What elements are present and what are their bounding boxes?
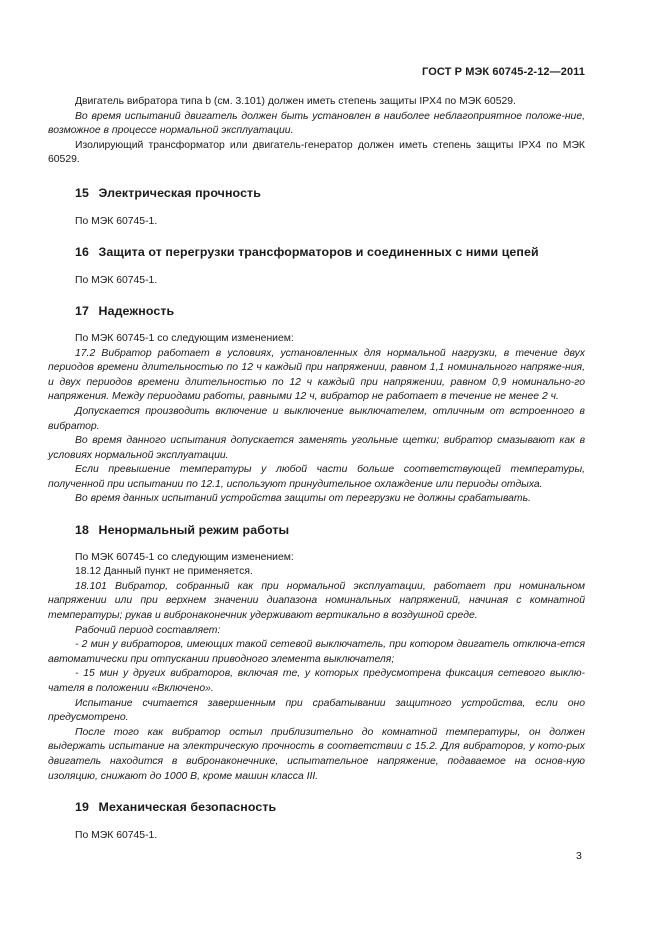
section-title: Надежность [98,304,175,319]
paragraph: Рабочий период составляет: [75,624,221,636]
section-number: 15 [75,185,89,200]
section-heading-15 [48,186,585,201]
section-number: 16 [75,245,89,260]
paragraph: 17.2 Вибратор работает в условиях, установленных для нормальной нагрузки, в течение двух периодов времени длительностью по 12 ч каждый при напряжении, равном 1,1 номинального напряже-ния, и двух периодов времени длительностью по 12 ч каждый при напряжении, равном 0,9 номинально-го напряжения. Между периодами работы, равными 12 ч, вибратор не работает в течение не менее 2 ч. [48,347,585,403]
section-number: 19 [75,800,89,815]
paragraph: Изолирующий трансформатор или двигатель-генератор должен иметь степень защиты IPX4 по МЭК 60529. [48,139,585,166]
paragraph: По МЭК 60745-1. [75,274,158,286]
paragraph: Во время данного испытания допускается заменять угольные щетки; вибратор смазывают как в условиях нормальной эксплуатации. [48,435,585,461]
section-title: Механическая безопасность [98,800,277,815]
paragraph: По МЭК 60745-1. [75,215,158,227]
paragraph: Испытание считается завершенным при срабатывании защитного устройства, если оно предусмотрено. [48,697,585,724]
paragraph: Во время испытаний двигатель должен быть установлен в наиболее неблагоприятное положе-ние, возможное в процессе нормальной эксплуатации. [48,110,585,137]
paragraph: Во время данных испытаний устройства защиты от перегрузки не должны срабатывать. [75,493,531,505]
paragraph: - 2 мин у вибраторов, имеющих такой сетевой выключатель, при котором двигатель отключа-ется автоматически при отпускании приводного элемента выключателя; [48,639,585,665]
paragraph: 18.12 Данный пункт не применяется. [75,566,253,578]
page-content [48,95,585,843]
section-heading-18 [48,523,585,538]
paragraph: По МЭК 60745-1 со следующим изменением: [75,551,294,563]
paragraph: - 15 мин у других вибраторов, включая те, у которых предусмотрена фиксация сетевого выклю-чателя в положении «Включено». [48,668,585,694]
page-number: 3 [576,850,582,862]
section-heading-16 [48,245,585,260]
section-title: Электрическая прочность [98,185,261,200]
paragraph: 18.101 Вибратор, собранный как при нормальной эксплуатации, работает при номинальном напряжении или при верхнем значении диапазона номинальных напряжений, начиная с комнатной температуры; рукав и вибронаконечник удерживают вертикально в воздушной среде. [48,580,585,622]
section-number: 17 [75,304,89,319]
section-number: 18 [75,523,89,538]
standard-header: ГОСТ Р МЭК 60745-2-12—2011 [422,66,585,78]
section-heading-19 [48,800,585,815]
section-heading-17 [48,304,585,319]
paragraph: Допускается производить включение и выключение выключателем, отличным от встроенного в вибратор. [48,405,585,432]
paragraph: По МЭК 60745-1. [75,829,158,841]
paragraph: По МЭК 60745-1 со следующим изменением: [75,332,294,344]
section-title: Защита от перегрузки трансформаторов и соединенных с ними цепей [98,245,539,260]
paragraph: Двигатель вибратора типа b (см. 3.101) должен иметь степень защиты IPX4 по МЭК 60529. [75,96,516,107]
paragraph: Если превышение температуры у любой части больше соответствующей температуры, полученной при испытании по 12.1, используют принудительное охлаждение или периоды отдыха. [48,464,585,490]
paragraph: После того как вибратор остыл приблизительно до комнатной температуры, он должен выдержать испытание на электрическую прочность в соответствии с 15.2. Для вибраторов, у кото-рых двигатель находится в вибронаконечнике, испытательное напряжение, подаваемое на основ-ную изоляцию, снижают до 1000 В, кроме машин класса III. [48,726,585,782]
section-title: Ненормальный режим работы [98,523,290,538]
